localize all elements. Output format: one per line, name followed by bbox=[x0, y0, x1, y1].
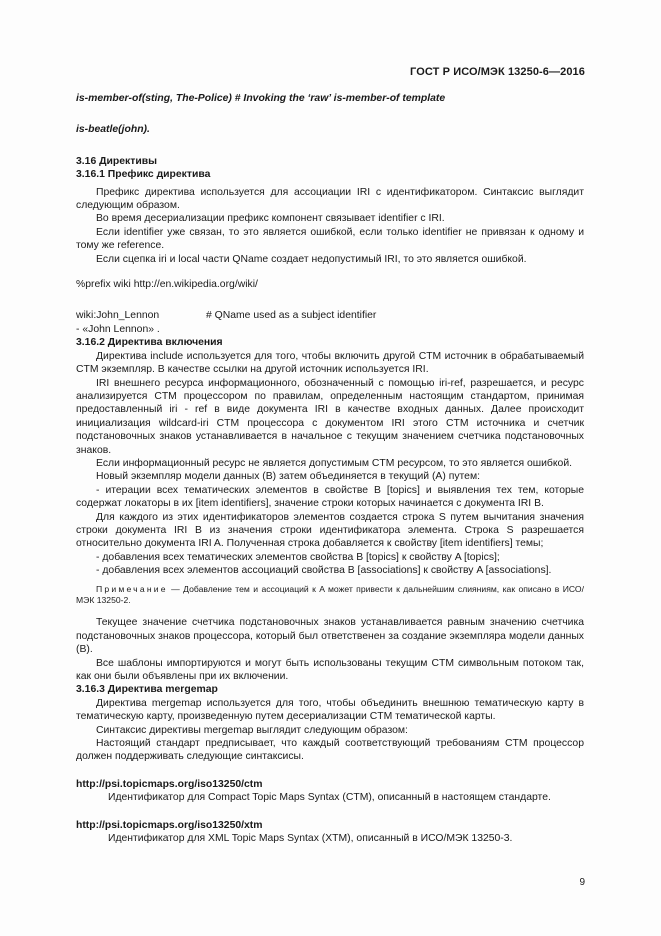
document-header: ГОСТ Р ИСО/МЭК 13250-6—2016 bbox=[410, 66, 585, 78]
syntax-url: http://psi.topicmaps.org/iso13250/xtm bbox=[76, 819, 263, 831]
paragraph: Префикс директива используется для ассоциации IRI с идентификатором. Синтаксис выглядит следующим образом. bbox=[76, 186, 584, 212]
example-qname: wiki:John_Lennon bbox=[76, 310, 160, 322]
syntax-description: Идентификатор для Compact Topic Maps Syntax (CTM), описанный в настоящем стандарте. bbox=[108, 792, 551, 804]
paragraph: Если сцепка iri и local части QName создает недопустимый IRI, то это является ошибкой. bbox=[96, 253, 527, 265]
note-text: — Добавление тем и ассоциаций к A может привести к дальнейшим слияниям, как описано в ИСО/МЭК 13250-2. bbox=[76, 583, 584, 605]
page-content bbox=[76, 92, 584, 846]
example-comment: # QName used as a subject identifier bbox=[206, 310, 377, 322]
syntax-url: http://psi.topicmaps.org/iso13250/ctm bbox=[76, 778, 263, 790]
subsection-heading: 3.16.3 Директива mergemap bbox=[76, 684, 218, 696]
paragraph: Текущее значение счетчика подстановочных знаков устанавливается равным значению счетчика подстановочных знаков процессора, который был ответственен за создание экземпляра модели данных (B). bbox=[76, 617, 584, 656]
code-line: is-beatle(john). bbox=[76, 124, 150, 136]
example-line: - «John Lennon» . bbox=[76, 323, 160, 335]
code-line: is-member-of(sting, The-Police) # Invoking the ‘raw’ is-member-of template bbox=[76, 93, 446, 104]
syntax-description: Идентификатор для XML Topic Maps Syntax (XTM), описанный в ИСО/МЭК 13250-3. bbox=[108, 833, 513, 845]
note bbox=[76, 584, 584, 607]
dash-item: - добавления всех тематических элементов свойства B [topics] к свойству A [topics]; bbox=[96, 551, 500, 563]
subsection-heading: 3.16.1 Префикс директива bbox=[76, 169, 211, 181]
paragraph: Новый экземпляр модели данных (B) затем объединяется в текущий (A) путем: bbox=[96, 471, 480, 483]
paragraph: Если identifier уже связан, то это является ошибкой, если только identifier не привязан к одному и тому же reference. bbox=[76, 226, 584, 252]
paragraph: IRI внешнего ресурса информационного, обозначенный с помощью iri-ref, разрешается, и ресурс анализируется CTM процессором по правилам, определенным настоящим стандартом, принимая предоставленный iri - ref в виде документа IRI в качестве входных данных. Далее происходит инициализация wildcard-iri CTM процессора с документом IRI этого CTM источника и счетчик подстановочных знаков устанавливается в начальное с текущим значением счетчика подстановочных знаков. bbox=[76, 377, 584, 456]
subsection-heading: 3.16.2 Директива включения bbox=[76, 337, 223, 349]
example-line bbox=[76, 309, 584, 322]
dash-item: - итерации всех тематических элементов в свойстве B [topics] и выявления тех тем, которые содержат локаторы в их [item identifiers], значение строки которых начинается с документа IRI B. bbox=[76, 484, 584, 510]
example-line: %prefix wiki http://en.wikipedia.org/wiki/ bbox=[76, 279, 258, 291]
paragraph: Синтаксис директивы mergemap выглядит следующим образом: bbox=[96, 724, 408, 736]
paragraph: Во время десериализации префикс компонент связывает identifier с IRI. bbox=[96, 213, 445, 225]
paragraph: Для каждого из этих идентификаторов элементов создается строка S путем вычитания значения строки документа IRI B из значения строки идентификатора элемента. Строка S разрешается относительно документа IRI A. Полученная строка добавляется к свойству [item identifiers] темы; bbox=[76, 511, 584, 550]
paragraph: Директива mergemap используется для того, чтобы объединить внешнюю тематическую карту в тематическую карту, произведенную путем десериализации CTM тематической карты. bbox=[76, 697, 584, 723]
dash-item: - добавления всех элементов ассоциаций свойства B [associations] к свойству A [associations]. bbox=[96, 565, 552, 577]
paragraph: Директива include используется для того, чтобы включить другой CTM источник в обрабатываемый CTM экземпляр. В качестве ссылки на другой источник используется IRI. bbox=[76, 350, 584, 376]
page-number: 9 bbox=[579, 877, 585, 888]
paragraph: Все шаблоны импортируются и могут быть использованы текущим CTM символьным потоком так, как они были объявлены при их включении. bbox=[76, 657, 584, 683]
section-heading: 3.16 Директивы bbox=[76, 155, 157, 167]
note-label: Примечание bbox=[96, 583, 168, 594]
paragraph: Настоящий стандарт предписывает, что каждый соответствующий требованиям CTM процессор должен поддерживать следующие синтаксисы. bbox=[76, 738, 584, 763]
paragraph: Если информационный ресурс не является допустимым CTM ресурсом, то это является ошибкой. bbox=[96, 457, 573, 469]
